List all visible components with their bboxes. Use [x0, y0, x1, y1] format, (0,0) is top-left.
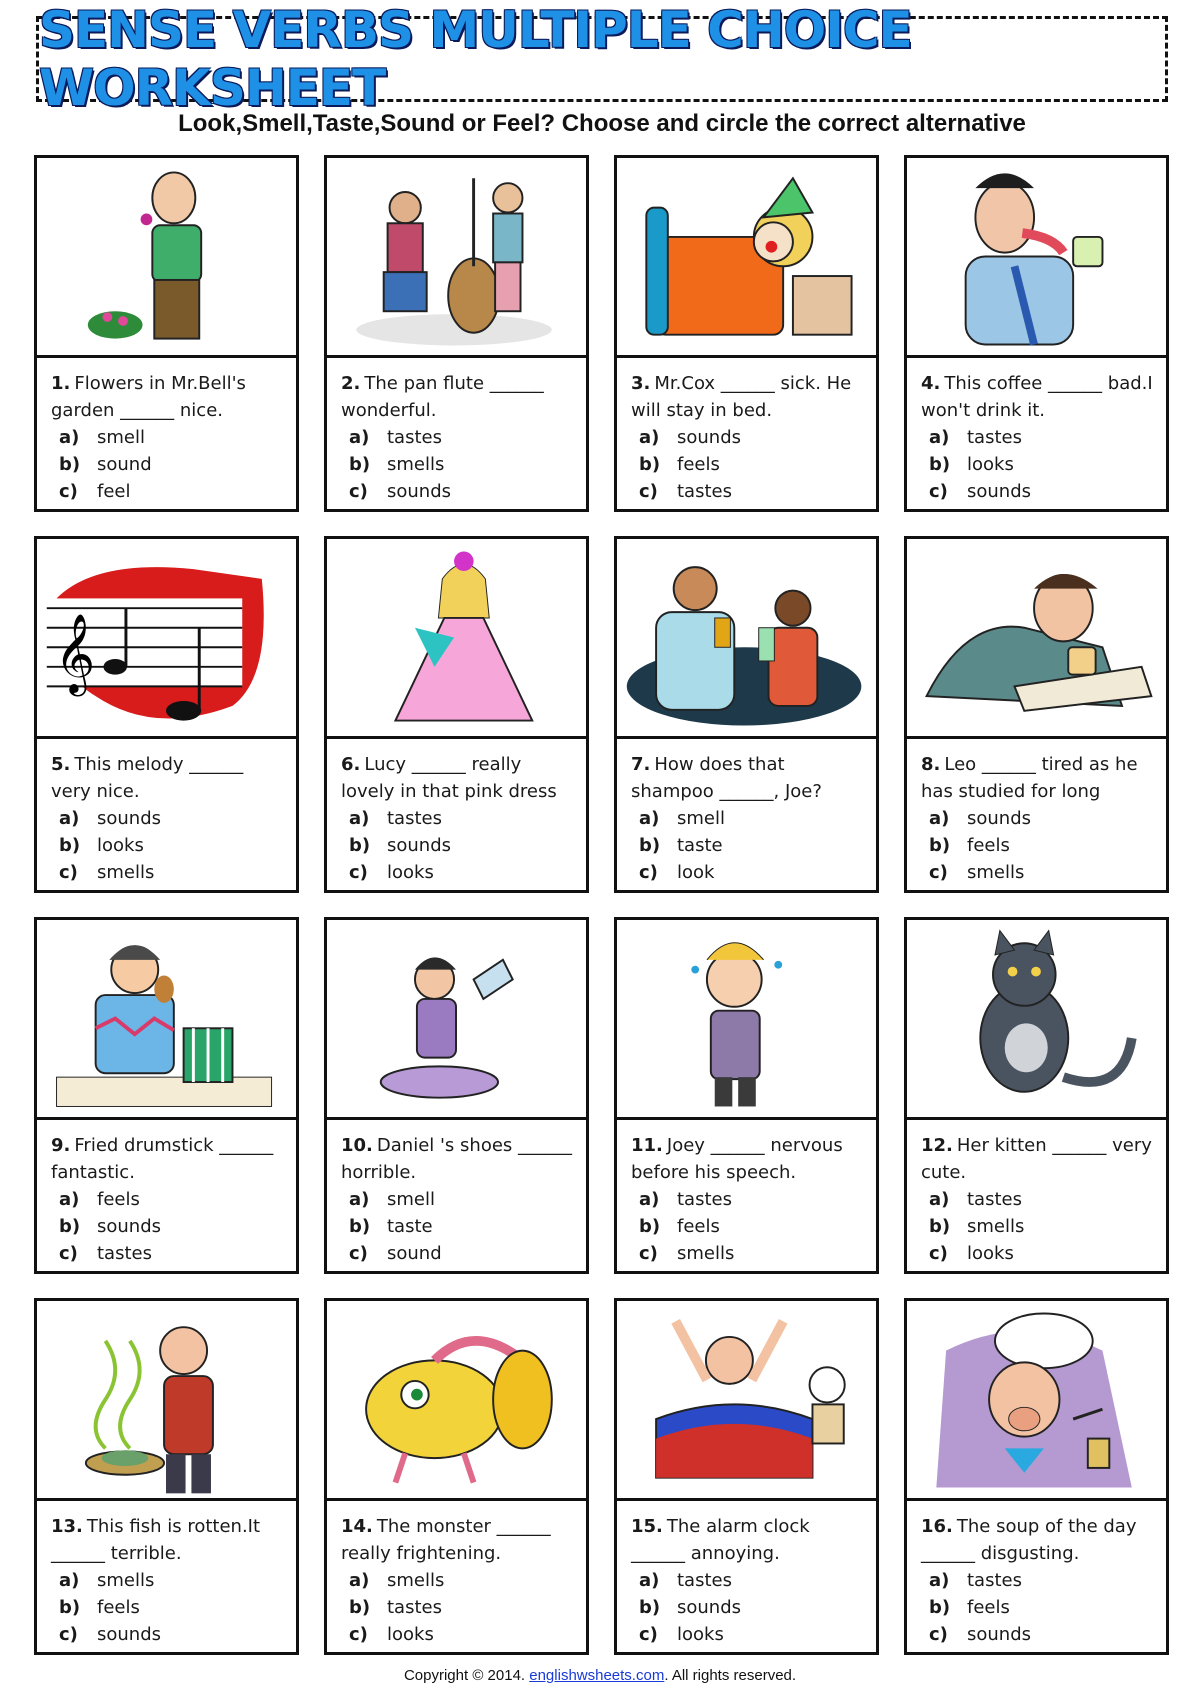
- question-illustration: [617, 920, 876, 1120]
- option-text: tastes: [677, 1570, 732, 1591]
- question-body: [617, 739, 876, 886]
- question-body: [327, 358, 586, 505]
- answer-option[interactable]: [341, 1621, 576, 1648]
- option-letter: b): [929, 1597, 951, 1618]
- option-letter: a): [59, 1570, 80, 1591]
- option-text: smells: [677, 1243, 735, 1264]
- question-text: [341, 751, 576, 805]
- question-text: [921, 1513, 1156, 1567]
- answer-option[interactable]: [631, 478, 866, 505]
- option-letter: b): [639, 1597, 661, 1618]
- question-card: [34, 1298, 299, 1655]
- answer-option[interactable]: [51, 1621, 286, 1648]
- question-illustration: [907, 920, 1166, 1120]
- question-sentence: Joey ______ nervous before his speech.: [631, 1135, 843, 1183]
- option-letter: c): [929, 481, 948, 502]
- option-text: sounds: [97, 1216, 162, 1237]
- answer-option[interactable]: [631, 832, 866, 859]
- option-text: tastes: [387, 1597, 442, 1618]
- question-sentence: Her kitten ______ very cute.: [921, 1135, 1152, 1183]
- man-alarm-clock-picture: [617, 1301, 876, 1498]
- question-text: [51, 751, 286, 805]
- option-letter: b): [639, 454, 661, 475]
- question-illustration: [907, 1301, 1166, 1501]
- option-letter: a): [59, 427, 80, 448]
- option-letter: a): [349, 1570, 370, 1591]
- question-card: [904, 1298, 1169, 1655]
- question-text: [921, 1132, 1156, 1186]
- option-text: smells: [387, 454, 445, 475]
- question-illustration: [327, 158, 586, 358]
- answer-option[interactable]: [631, 424, 866, 451]
- tired-student-picture: [907, 539, 1166, 736]
- question-card: [324, 917, 589, 1274]
- option-text: sounds: [677, 1597, 742, 1618]
- question-sentence: Mr.Cox ______ sick. He will stay in bed.: [631, 373, 852, 421]
- option-text: look: [677, 862, 715, 883]
- question-sentence: Lucy ______ really lovely in that pink dress: [341, 754, 557, 802]
- question-number: 1.: [51, 373, 71, 394]
- question-card: [324, 536, 589, 893]
- question-card: [614, 536, 879, 893]
- option-text: tastes: [967, 1570, 1022, 1591]
- answer-option[interactable]: [51, 832, 286, 859]
- option-letter: b): [929, 835, 951, 856]
- question-sentence: The soup of the day ______ disgusting.: [921, 1516, 1137, 1564]
- answer-option[interactable]: [631, 805, 866, 832]
- answer-option[interactable]: [51, 1186, 286, 1213]
- question-body: [327, 1501, 586, 1648]
- answer-option[interactable]: [341, 451, 576, 478]
- answer-option[interactable]: [631, 1186, 866, 1213]
- option-text: looks: [677, 1624, 724, 1645]
- option-letter: b): [639, 835, 661, 856]
- option-letter: b): [349, 835, 371, 856]
- option-letter: c): [59, 862, 78, 883]
- option-letter: a): [929, 808, 950, 829]
- option-text: smell: [387, 1189, 435, 1210]
- option-text: sounds: [387, 835, 452, 856]
- question-sentence: Flowers in Mr.Bell's garden ______ nice.: [51, 373, 246, 421]
- sick-clown-in-bed-picture: [617, 158, 876, 355]
- question-card: [34, 536, 299, 893]
- answer-option[interactable]: [921, 1567, 1156, 1594]
- option-text: sounds: [967, 808, 1032, 829]
- question-illustration: [327, 1301, 586, 1501]
- monster-picture: [327, 1301, 586, 1498]
- answer-option[interactable]: [631, 1213, 866, 1240]
- option-text: tastes: [387, 808, 442, 829]
- question-body: [617, 358, 876, 505]
- girl-smelly-shoe-picture: [327, 920, 586, 1117]
- option-text: feels: [677, 1216, 720, 1237]
- option-text: smell: [677, 808, 725, 829]
- option-letter: c): [929, 1243, 948, 1264]
- answer-option[interactable]: [51, 1567, 286, 1594]
- answer-option[interactable]: [341, 1240, 576, 1267]
- title-box: [36, 1, 1168, 117]
- answer-option[interactable]: [921, 1186, 1156, 1213]
- answer-option[interactable]: [631, 1240, 866, 1267]
- question-illustration: [907, 539, 1166, 739]
- question-grid: [34, 155, 1170, 1655]
- question-card: [904, 155, 1169, 512]
- option-letter: c): [639, 1243, 658, 1264]
- option-letter: c): [349, 481, 368, 502]
- musicians-picture: [327, 158, 586, 355]
- option-text: feels: [677, 454, 720, 475]
- question-body: [907, 358, 1166, 505]
- option-text: feel: [97, 481, 131, 502]
- option-letter: c): [349, 1243, 368, 1264]
- svg-text:𝄞: 𝄞: [54, 614, 96, 694]
- copyright-suffix: . All rights reserved.: [664, 1667, 797, 1684]
- option-letter: c): [929, 1624, 948, 1645]
- question-sentence: How does that shampoo ______, Joe?: [631, 754, 822, 802]
- answer-option[interactable]: [631, 1567, 866, 1594]
- option-letter: c): [349, 1624, 368, 1645]
- option-letter: c): [59, 481, 78, 502]
- option-letter: b): [929, 1216, 951, 1237]
- answer-option[interactable]: [51, 1240, 286, 1267]
- answer-option[interactable]: [51, 805, 286, 832]
- answer-option[interactable]: [341, 478, 576, 505]
- question-sentence: This melody ______ very nice.: [51, 754, 244, 802]
- option-letter: c): [639, 481, 658, 502]
- girl-pink-dress-picture: [327, 539, 586, 736]
- answer-option[interactable]: [341, 1186, 576, 1213]
- option-text: taste: [387, 1216, 433, 1237]
- question-number: 16.: [921, 1516, 953, 1537]
- question-body: [907, 1501, 1166, 1648]
- answer-option[interactable]: [921, 832, 1156, 859]
- question-illustration: [327, 920, 586, 1120]
- option-text: smells: [967, 1216, 1025, 1237]
- option-text: tastes: [677, 1189, 732, 1210]
- question-sentence: Leo ______ tired as he has studied for long: [921, 754, 1138, 802]
- option-text: smells: [97, 1570, 155, 1591]
- question-card: [904, 917, 1169, 1274]
- option-letter: a): [639, 1189, 660, 1210]
- option-letter: b): [59, 835, 81, 856]
- option-letter: b): [349, 1597, 371, 1618]
- answer-option[interactable]: [921, 1240, 1156, 1267]
- question-text: [341, 1132, 576, 1186]
- option-letter: a): [59, 1189, 80, 1210]
- question-text: [631, 751, 866, 805]
- question-card: [34, 155, 299, 512]
- question-illustration: [37, 539, 296, 739]
- answer-option[interactable]: [921, 859, 1156, 886]
- answer-option[interactable]: [51, 451, 286, 478]
- option-text: sounds: [677, 427, 742, 448]
- question-text: [51, 1513, 286, 1567]
- option-text: looks: [387, 862, 434, 883]
- option-text: looks: [97, 835, 144, 856]
- option-text: smell: [97, 427, 145, 448]
- option-text: sounds: [97, 808, 162, 829]
- option-text: smells: [97, 862, 155, 883]
- option-letter: a): [639, 1570, 660, 1591]
- question-body: [37, 1120, 296, 1267]
- answer-option[interactable]: [631, 1594, 866, 1621]
- question-body: [327, 739, 586, 886]
- question-body: [907, 739, 1166, 886]
- answer-option[interactable]: [921, 1213, 1156, 1240]
- question-number: 13.: [51, 1516, 83, 1537]
- question-text: [341, 1513, 576, 1567]
- option-letter: b): [639, 1216, 661, 1237]
- answer-option[interactable]: [51, 1213, 286, 1240]
- answer-option[interactable]: [341, 832, 576, 859]
- grumpy-cat-picture: [907, 920, 1166, 1117]
- question-body: [617, 1501, 876, 1648]
- question-sentence: This coffee ______ bad.I won't drink it.: [921, 373, 1153, 421]
- answer-option[interactable]: [921, 1621, 1156, 1648]
- option-letter: c): [929, 862, 948, 883]
- music-notes-picture: [37, 539, 296, 736]
- option-letter: a): [929, 427, 950, 448]
- question-body: [617, 1120, 876, 1267]
- question-number: 15.: [631, 1516, 663, 1537]
- nervous-boy-picture: [617, 920, 876, 1117]
- boy-eating-chicken-picture: [37, 920, 296, 1117]
- option-letter: c): [639, 1624, 658, 1645]
- answer-option[interactable]: [341, 424, 576, 451]
- question-sentence: Daniel 's shoes ______ horrible.: [341, 1135, 573, 1183]
- option-text: looks: [387, 1624, 434, 1645]
- site-link[interactable]: englishwsheets.com: [529, 1667, 665, 1684]
- question-text: [921, 751, 1156, 805]
- option-letter: b): [59, 1216, 81, 1237]
- answer-option[interactable]: [921, 424, 1156, 451]
- question-text: [631, 370, 866, 424]
- question-number: 11.: [631, 1135, 663, 1156]
- question-text: [51, 1132, 286, 1186]
- option-letter: a): [349, 427, 370, 448]
- question-text: [631, 1513, 866, 1567]
- answer-option[interactable]: [341, 1213, 576, 1240]
- question-illustration: [907, 158, 1166, 358]
- option-letter: b): [929, 454, 951, 475]
- question-body: [37, 358, 296, 505]
- option-text: tastes: [97, 1243, 152, 1264]
- option-letter: b): [59, 1597, 81, 1618]
- option-text: feels: [967, 835, 1010, 856]
- question-card: [34, 917, 299, 1274]
- question-illustration: [617, 539, 876, 739]
- question-number: 6.: [341, 754, 361, 775]
- answer-option[interactable]: [921, 451, 1156, 478]
- question-number: 14.: [341, 1516, 373, 1537]
- question-illustration: [617, 1301, 876, 1501]
- option-text: smells: [387, 1570, 445, 1591]
- question-sentence: This fish is rotten.It ______ terrible.: [51, 1516, 261, 1564]
- answer-option[interactable]: [341, 1594, 576, 1621]
- option-text: sound: [97, 454, 152, 475]
- question-card: [614, 917, 879, 1274]
- man-smelly-fish-picture: [37, 1301, 296, 1498]
- answer-option[interactable]: [51, 1594, 286, 1621]
- option-text: taste: [677, 835, 723, 856]
- answer-option[interactable]: [631, 859, 866, 886]
- answer-option[interactable]: [921, 478, 1156, 505]
- option-text: feels: [97, 1189, 140, 1210]
- option-text: sounds: [967, 1624, 1032, 1645]
- question-illustration: [617, 158, 876, 358]
- option-letter: b): [349, 454, 371, 475]
- option-letter: c): [349, 862, 368, 883]
- question-number: 5.: [51, 754, 71, 775]
- question-body: [907, 1120, 1166, 1267]
- option-text: feels: [97, 1597, 140, 1618]
- answer-option[interactable]: [341, 859, 576, 886]
- option-text: tastes: [677, 481, 732, 502]
- option-text: looks: [967, 1243, 1014, 1264]
- option-text: feels: [967, 1597, 1010, 1618]
- question-sentence: Fried drumstick ______ fantastic.: [51, 1135, 274, 1183]
- option-letter: a): [929, 1189, 950, 1210]
- answer-option[interactable]: [341, 805, 576, 832]
- old-man-smelling-flower-picture: [37, 158, 296, 355]
- copyright-prefix: Copyright © 2014.: [403, 1667, 530, 1684]
- question-illustration: [37, 920, 296, 1120]
- question-sentence: The alarm clock ______ annoying.: [631, 1516, 810, 1564]
- question-card: [904, 536, 1169, 893]
- question-number: 9.: [51, 1135, 71, 1156]
- question-sentence: The pan flute ______ wonderful.: [341, 373, 544, 421]
- option-letter: c): [59, 1624, 78, 1645]
- option-letter: a): [59, 808, 80, 829]
- question-number: 12.: [921, 1135, 953, 1156]
- answer-option[interactable]: [341, 1567, 576, 1594]
- option-text: sounds: [387, 481, 452, 502]
- question-number: 2.: [341, 373, 361, 394]
- question-illustration: [37, 1301, 296, 1501]
- option-text: tastes: [967, 427, 1022, 448]
- question-card: [324, 1298, 589, 1655]
- question-illustration: [37, 158, 296, 358]
- question-body: [327, 1120, 586, 1267]
- option-letter: a): [929, 1570, 950, 1591]
- answer-option[interactable]: [921, 805, 1156, 832]
- option-text: sounds: [97, 1624, 162, 1645]
- chef-tasting-picture: [907, 1301, 1166, 1498]
- answer-option[interactable]: [51, 424, 286, 451]
- option-text: smells: [967, 862, 1025, 883]
- question-number: 8.: [921, 754, 941, 775]
- option-text: looks: [967, 454, 1014, 475]
- option-text: sound: [387, 1243, 442, 1264]
- option-text: sounds: [967, 481, 1032, 502]
- question-number: 10.: [341, 1135, 373, 1156]
- question-body: [37, 1501, 296, 1648]
- question-illustration: [327, 539, 586, 739]
- question-number: 7.: [631, 754, 651, 775]
- answer-option[interactable]: [921, 1594, 1156, 1621]
- option-letter: a): [639, 808, 660, 829]
- option-letter: b): [349, 1216, 371, 1237]
- worksheet-title: SENSE VERBS MULTIPLE CHOICE WORKSHEET: [39, 1, 912, 117]
- answer-option[interactable]: [51, 478, 286, 505]
- worksheet-instructions: Look,Smell,Taste,Sound or Feel? Choose and circle the correct alternative: [178, 110, 1026, 137]
- option-text: tastes: [967, 1189, 1022, 1210]
- question-card: [614, 1298, 879, 1655]
- option-letter: a): [349, 808, 370, 829]
- question-text: [921, 370, 1156, 424]
- question-card: [614, 155, 879, 512]
- option-letter: c): [59, 1243, 78, 1264]
- people-with-shampoo-picture: [617, 539, 876, 736]
- question-number: 3.: [631, 373, 651, 394]
- man-disgusted-coffee-picture: [907, 158, 1166, 355]
- option-letter: a): [639, 427, 660, 448]
- question-number: 4.: [921, 373, 941, 394]
- copyright-footer: [0, 1667, 1200, 1684]
- option-letter: b): [59, 454, 81, 475]
- question-text: [341, 370, 576, 424]
- option-letter: a): [349, 1189, 370, 1210]
- option-text: tastes: [387, 427, 442, 448]
- answer-option[interactable]: [631, 451, 866, 478]
- answer-option[interactable]: [51, 859, 286, 886]
- question-sentence: The monster ______ really frightening.: [341, 1516, 551, 1564]
- question-text: [51, 370, 286, 424]
- question-text: [631, 1132, 866, 1186]
- question-card: [324, 155, 589, 512]
- answer-option[interactable]: [631, 1621, 866, 1648]
- option-letter: c): [639, 862, 658, 883]
- question-body: [37, 739, 296, 886]
